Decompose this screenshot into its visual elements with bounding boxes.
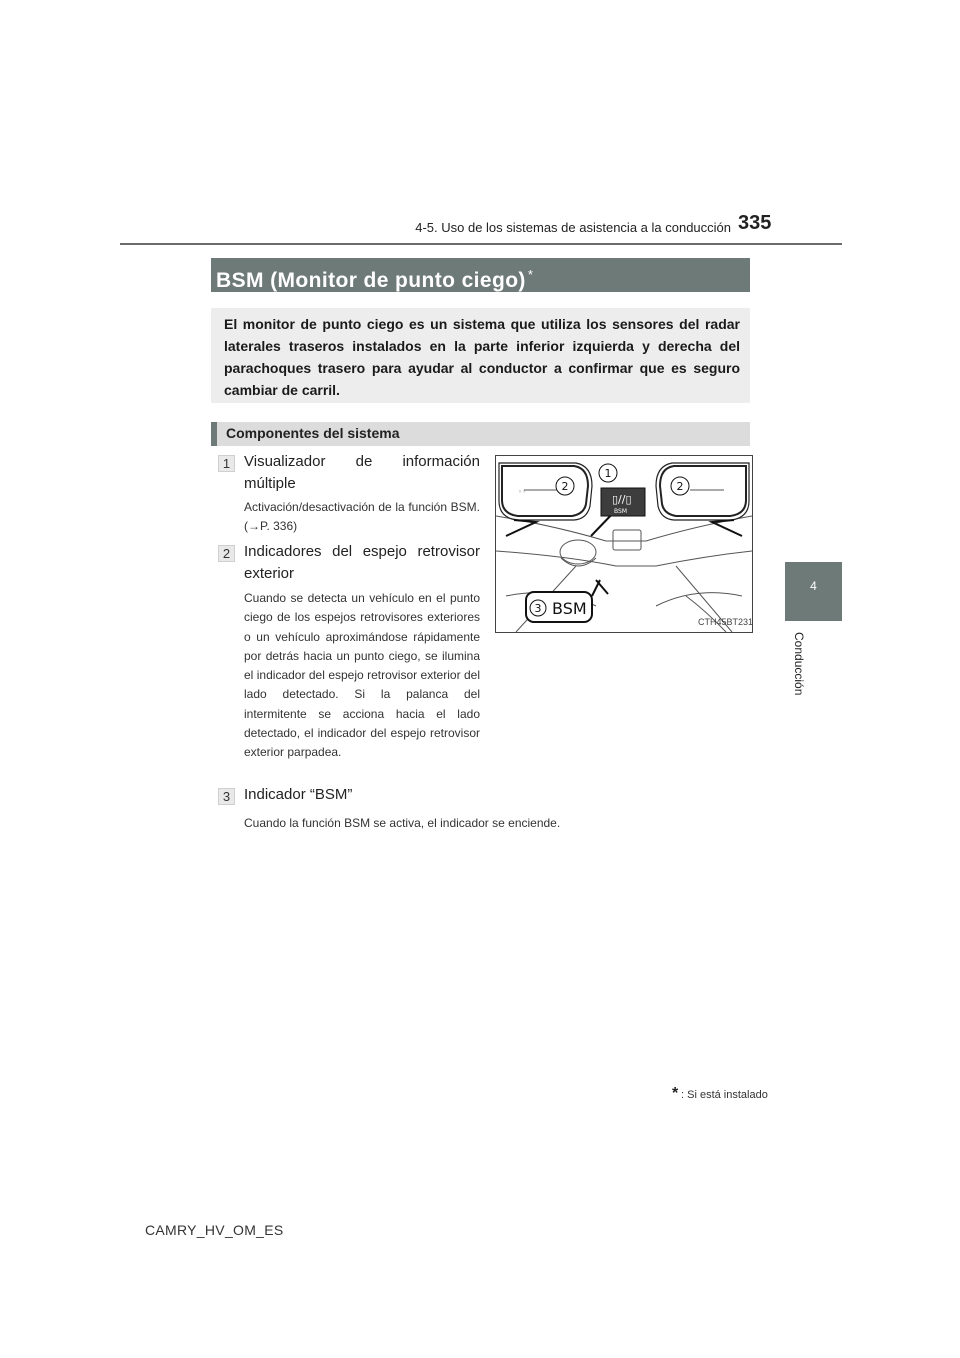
mid-bsm-symbol: ▯//▯ xyxy=(612,493,632,506)
chapter-tab-label: Conducción xyxy=(792,632,806,696)
document-code: CAMRY_HV_OM_ES xyxy=(145,1222,284,1238)
item-title: Indicadores del espejo retrovisor exterior xyxy=(244,543,480,582)
callout-2-left: 2 xyxy=(561,480,569,493)
chapter-tab-number: 4 xyxy=(810,579,817,593)
callout-3: 3 xyxy=(534,602,542,615)
item-title: Visualizador de información múltiple xyxy=(244,453,480,492)
item-number-badge: 2 xyxy=(218,545,235,562)
svg-text:◦◦: ◦◦ xyxy=(518,488,527,496)
callout-2-right: 2 xyxy=(676,480,684,493)
title-asterisk: * xyxy=(527,267,534,282)
running-header: 4-5. Uso de los sistemas de asistencia a la conducción xyxy=(415,220,731,235)
item-description: Cuando se detecta un vehículo en el punto ciego de los espejos retrovisores exteriores o un vehículo aproximándose rápidamente por detrás hacia un punto ciego, se ilumina el indicador del espejo retrovisor exterior del lado detectado. Si la palanca del intermitente se acciona hacia el lado detectado, el indicador del espejo retrovisor exterior parpadea. xyxy=(244,591,480,760)
components-title: Componentes del sistema xyxy=(226,425,400,441)
item-number-badge: 1 xyxy=(218,455,235,472)
page-number: 335 xyxy=(738,212,772,234)
item-title: Indicador “BSM” xyxy=(244,786,353,803)
section-title xyxy=(216,260,533,296)
header-rule xyxy=(120,243,842,245)
item-description: Cuando la función BSM se activa, el indicador se enciende. xyxy=(244,816,561,830)
callout-1: 1 xyxy=(604,467,612,480)
section-title-text: BSM (Monitor de punto ciego) xyxy=(216,269,526,292)
components-header-accent xyxy=(211,422,217,446)
bsm-illustration xyxy=(495,455,753,633)
bsm-illustration-svg xyxy=(496,456,752,632)
intro-text: El monitor de punto ciego es un sistema que utiliza los sensores del radar laterales traseros instalados en la parte inferior izquierda y derecha del parachoques trasero para ayudar al conductor a confirmar que es seguro cambiar de carril. xyxy=(224,316,740,398)
bsm-indicator-label: BSM xyxy=(552,599,587,618)
mid-bsm-label: BSM xyxy=(614,508,627,515)
item-number-badge: 3 xyxy=(218,788,235,805)
figure-code: CTH45BT231 xyxy=(698,617,754,627)
item-description: Activación/desactivación de la función BSM. (→P. 336) xyxy=(244,500,480,534)
footnote: : Si está instalado xyxy=(681,1089,768,1101)
footnote-asterisk: * xyxy=(672,1085,679,1102)
